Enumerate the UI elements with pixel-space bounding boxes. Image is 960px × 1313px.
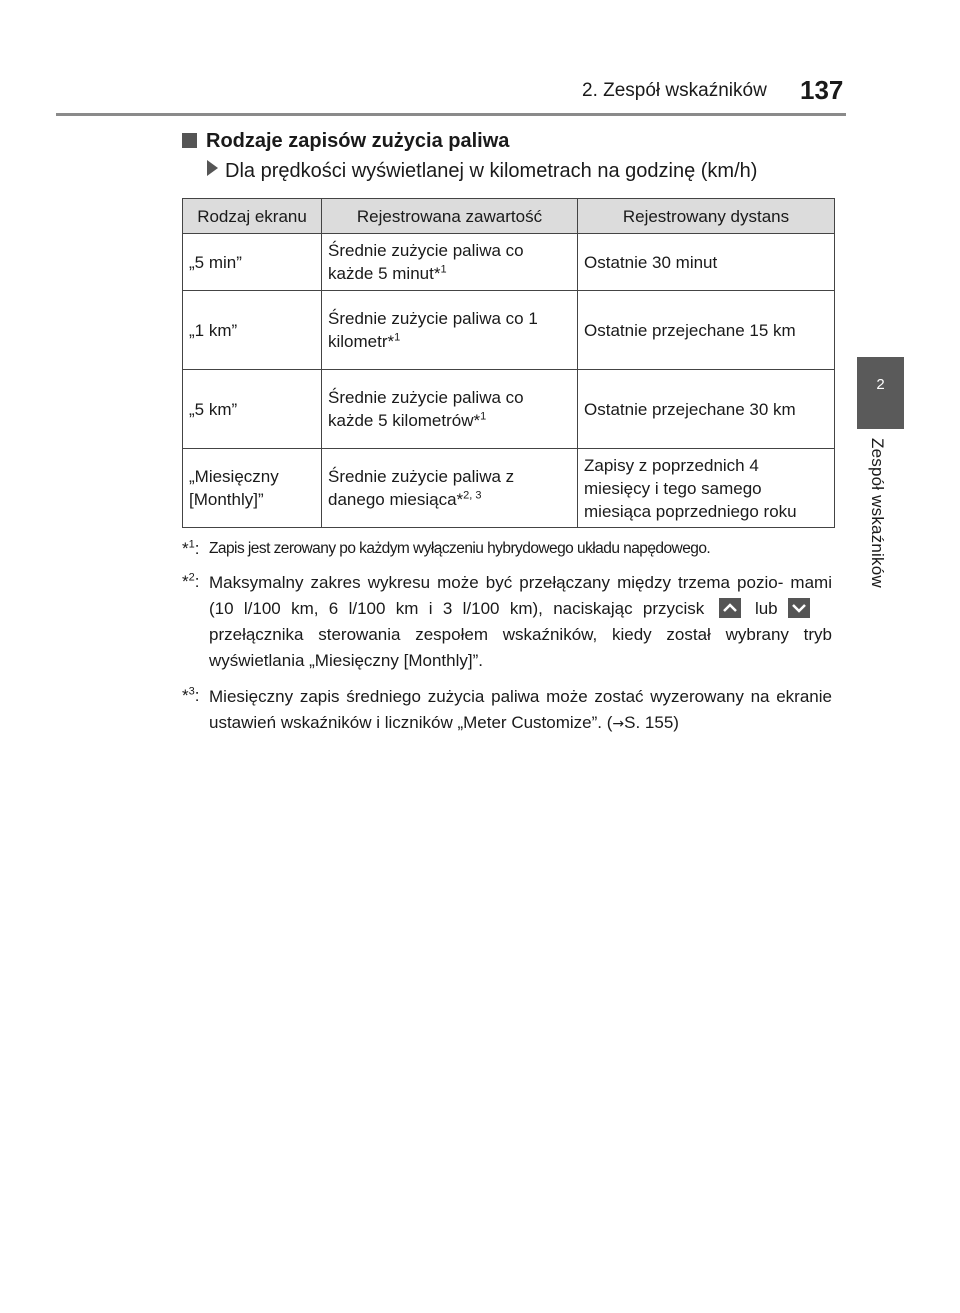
- cell-text: Średnie zużycie paliwa co każde 5 minut*: [328, 241, 524, 283]
- column-header: Rejestrowana zawartość: [322, 199, 578, 234]
- triangle-bullet-icon: [207, 160, 218, 176]
- screen-type-cell: „5 km”: [183, 370, 322, 449]
- sub-title-text: Dla prędkości wyświetlanej w kilometrach na godzinę (km/h): [225, 160, 758, 182]
- footnote-number: 2: [188, 571, 195, 584]
- asterisk: *: [182, 539, 189, 558]
- square-bullet-icon: [182, 133, 197, 148]
- recorded-content-cell: [322, 234, 578, 291]
- screen-type-cell: „Miesięczny [Monthly]”: [183, 449, 322, 528]
- footnote-2: [182, 570, 832, 674]
- footnote-text-part: Maksymalny zakres wykresu może być przełączany między trzema pozio- mami (10 l/100 km, 6 l/100 km i 3 l/100 km), naciskając przycisk: [209, 573, 832, 618]
- running-header: 2. Zespół wskaźników: [582, 80, 767, 101]
- footnote-ref: 1: [480, 410, 487, 423]
- footnote-text-part: lub: [754, 599, 778, 618]
- footnote-text: [209, 570, 832, 674]
- footnote-ref: 2, 3: [463, 489, 482, 502]
- footnote-3: [182, 684, 832, 737]
- footnote-marker: [182, 684, 209, 737]
- table-row: [183, 291, 835, 370]
- table-header-row: [183, 199, 835, 234]
- footnote-text: [209, 684, 832, 737]
- asterisk: *: [182, 686, 189, 705]
- footnote-marker: [182, 537, 209, 560]
- chapter-tab-number: 2: [876, 376, 885, 393]
- footnote-ref: 1: [394, 331, 401, 344]
- section-title: [182, 130, 509, 153]
- recorded-content-cell: [322, 449, 578, 528]
- footnote-text-part: Miesięczny zapis średniego zużycia paliwa może zostać wyzerowany na ekranie ustawień wskaźników i liczników „Meter Customize”. (: [209, 687, 832, 732]
- footnote-number: 3: [188, 685, 195, 698]
- records-table: [182, 198, 835, 528]
- arrow-right-icon: →: [612, 716, 625, 732]
- screen-type-cell: „1 km”: [183, 291, 322, 370]
- cell-text: Średnie zużycie paliwa co każde 5 kilometrów*: [328, 388, 524, 430]
- recorded-distance-cell: Ostatnie 30 minut: [578, 234, 835, 291]
- page-reference-link[interactable]: S. 155): [624, 713, 679, 732]
- footnotes: [182, 537, 832, 747]
- colon: :: [194, 572, 200, 591]
- recorded-distance-cell: Zapisy z poprzednich 4 miesięcy i tego samego miesiąca poprzedniego roku: [578, 449, 835, 528]
- colon: :: [194, 539, 200, 558]
- page-number: 137: [800, 75, 844, 105]
- cell-text: Średnie zużycie paliwa z danego miesiąca*: [328, 467, 515, 509]
- recorded-content-cell: [322, 370, 578, 449]
- table-row: [183, 370, 835, 449]
- chapter-tab: [857, 357, 904, 429]
- section-title-text: Rodzaje zapisów zużycia paliwa: [206, 130, 510, 152]
- column-header: Rodzaj ekranu: [183, 199, 322, 234]
- recorded-distance-cell: Ostatnie przejechane 15 km: [578, 291, 835, 370]
- footnote-1: [182, 537, 832, 560]
- chevron-up-icon: [719, 598, 741, 618]
- footnote-ref: 1: [440, 263, 447, 276]
- header-divider: [56, 113, 846, 116]
- footnote-text: Zapis jest zerowany po każdym wyłączeniu hybrydowego układu napędowego.: [209, 540, 711, 557]
- colon: :: [194, 686, 200, 705]
- chevron-down-icon: [788, 598, 810, 618]
- footnote-text-part: przełącznika sterowania zespołem wskaźników, kiedy został wybrany tryb wyświetlania „Miesięczny [Monthly]”.: [209, 625, 832, 670]
- recorded-distance-cell: Ostatnie przejechane 30 km: [578, 370, 835, 449]
- cell-text: Średnie zużycie paliwa co 1 kilometr*: [328, 309, 538, 351]
- table-row: [183, 449, 835, 528]
- footnote-number: 1: [188, 538, 195, 551]
- chapter-tab-label: Zespół wskaźników: [868, 438, 887, 588]
- asterisk: *: [182, 572, 189, 591]
- sub-title: [207, 160, 757, 183]
- column-header: Rejestrowany dystans: [578, 199, 835, 234]
- recorded-content-cell: [322, 291, 578, 370]
- screen-type-cell: „5 min”: [183, 234, 322, 291]
- footnote-marker: [182, 570, 209, 674]
- table-row: [183, 234, 835, 291]
